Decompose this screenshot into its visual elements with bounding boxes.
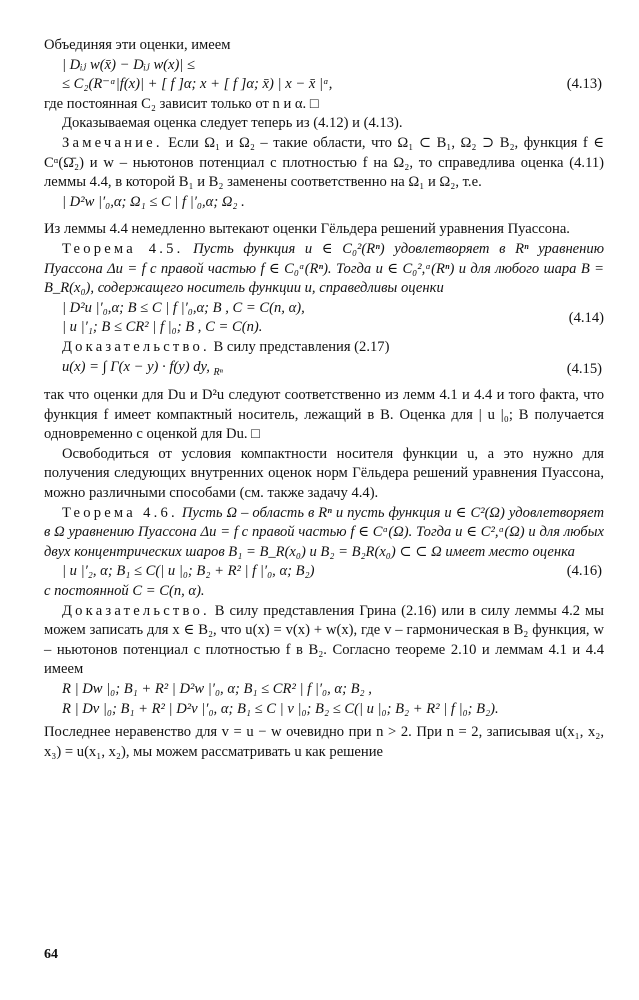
proof-heading: Доказательство. xyxy=(62,602,210,619)
paragraph: с постоянной C = C(n, α). xyxy=(44,582,205,599)
proof-heading: Доказательство. xyxy=(62,338,210,355)
remark-heading: Замечание. xyxy=(62,134,163,151)
theorem-heading: Теорема 4.6. xyxy=(62,504,178,521)
paragraph: так что оценки для Du и D²u следуют соответственно из лемм 4.1 и 4.4 и того факта, что функция f имеет компактный носитель, лежащий в B. Оценка для | u |₀; B получается одновременно с оценкой для Du. □ xyxy=(44,387,604,443)
page-number: 64 xyxy=(44,947,58,962)
equation-line: R | Dv |₀; B₁ + R² | D²v |′₀, α; B₁ ≤ C | v |₀; B₂ ≤ C(| u |₀; B₂ + R² | f |₀; B₂). xyxy=(62,700,499,717)
integral-expression: u(x) = ∫ Γ(x − y) · f(y) dy, xyxy=(62,358,210,375)
paragraph: Объединяя эти оценки, имеем xyxy=(44,37,231,53)
equation-line xyxy=(62,358,223,383)
theorem-4-6 xyxy=(44,504,604,563)
equation-line: | u |′₂, α; B₁ ≤ C(| u |₀; B₂ + R² | f |′₀, α; B₂) xyxy=(62,563,315,580)
paragraph: где постоянная C₂ зависит только от n и α. □ xyxy=(44,95,319,112)
equation-4-13 xyxy=(44,75,604,95)
paragraph: Освободиться от условия компактности носителя функции u, а это нужно для получения следующих внутренних оценок норм Гёльдера решений уравнения Пуассона, можно различными способами (см. также задачу 4.4). xyxy=(44,445,604,501)
theorem-text: Пусть функция u ∈ C₀²(Rⁿ) удовлетворяет в Rⁿ уравнению Пуассона Δu = f с правой частью f ∈ C₀ᵅ(Rⁿ). Тогда u ∈ C₀²,ᵅ(Rⁿ) и для любого шара B = B_R(x₀), содержащего носитель функции u, справедливы оценки xyxy=(44,240,604,297)
integral-domain: Rⁿ xyxy=(213,366,223,378)
equation-4-14 xyxy=(44,299,604,338)
paragraph: Из леммы 4.4 немедленно вытекают оценки Гёльдера решений уравнения Пуассона. xyxy=(44,221,570,238)
remark xyxy=(44,134,604,193)
theorem-4-5 xyxy=(44,240,604,299)
equation-line: ≤ C₂(R⁻ᵅ|f(x)| + [ f ]α; x + [ f ]α; x̄) | x − x̄ |ᵅ, xyxy=(62,76,333,93)
page-body xyxy=(44,36,604,762)
theorem-heading: Теорема 4.5. xyxy=(62,240,184,257)
equation-line: R | Dw |₀; B₁ + R² | D²w |′₀, α; B₁ ≤ CR² | f |′₀, α; B₂ , xyxy=(62,680,372,697)
equation-tag: (4.15) xyxy=(566,360,602,377)
equation-line: | D²w |′₀,α; Ω₁ ≤ C | f |′₀,α; Ω₂ . xyxy=(62,193,245,210)
equation-line: | D²u |′₀,α; B ≤ C | f |′₀,α; B , C = C(n, α), xyxy=(62,299,305,316)
equation-tag: (4.16) xyxy=(566,563,602,580)
equation-4-16 xyxy=(44,562,604,582)
remark-text: Если Ω₁ и Ω₂ – такие области, что Ω₁ ⊂ B₁, Ω₂ ⊃ B₂, функция f ∈ Cᵅ(Ω̄₂) и w – ньютонов потенциал с плотностью f на Ω₂, то справедлива оценка (4.11) леммы 4.4, в которой B₁ и B₂ заменены соответственно на Ω₁ и Ω₂, т.е. xyxy=(44,134,604,191)
equation-4-15 xyxy=(44,358,604,383)
equation-tag: (4.14) xyxy=(568,309,604,326)
theorem-text: Пусть Ω – область в Rⁿ и пусть функция u ∈ C²(Ω) удовлетворяет в Ω уравнению Пуассона Δu = f с правой частью f ∈ Cᵅ(Ω). Тогда u ∈ C²,ᵅ(Ω) и для любых двух концентрических шаров B₁ = B_R(x₀) и B₂ = B₂R(x₀) ⊂ ⊂ Ω имеет место оценка xyxy=(44,504,605,560)
equation-line: | Dᵢⱼ w(x̄) − Dᵢⱼ w(x)| ≤ xyxy=(62,56,196,73)
proof xyxy=(44,338,604,358)
paragraph: Последнее неравенство для v = u − w очевидно при n > 2. При n = 2, записывая u(x₁, x₂, x₃) = u(x₁, x₂), мы можем рассматривать u как решение xyxy=(44,724,604,760)
proof-text: В силу представления Грина (2.16) или в силу леммы 4.2 мы можем записать для x ∈ B₂, что u(x) = v(x) + w(x), где v – гармоническая в B₂ функция, w – ньютонов потенциал с плотностью f в B₂. Согласно теореме 2.10 и леммам 4.1 и 4.4 имеем xyxy=(44,602,604,678)
proof-text: В силу представления (2.17) xyxy=(213,338,390,355)
equation-line: | u |′₁; B ≤ CR² | f |₀; B , C = C(n). xyxy=(62,319,263,336)
equation-tag: (4.13) xyxy=(566,76,602,93)
proof xyxy=(44,602,604,680)
paragraph: Доказываемая оценка следует теперь из (4.12) и (4.13). xyxy=(62,115,403,132)
